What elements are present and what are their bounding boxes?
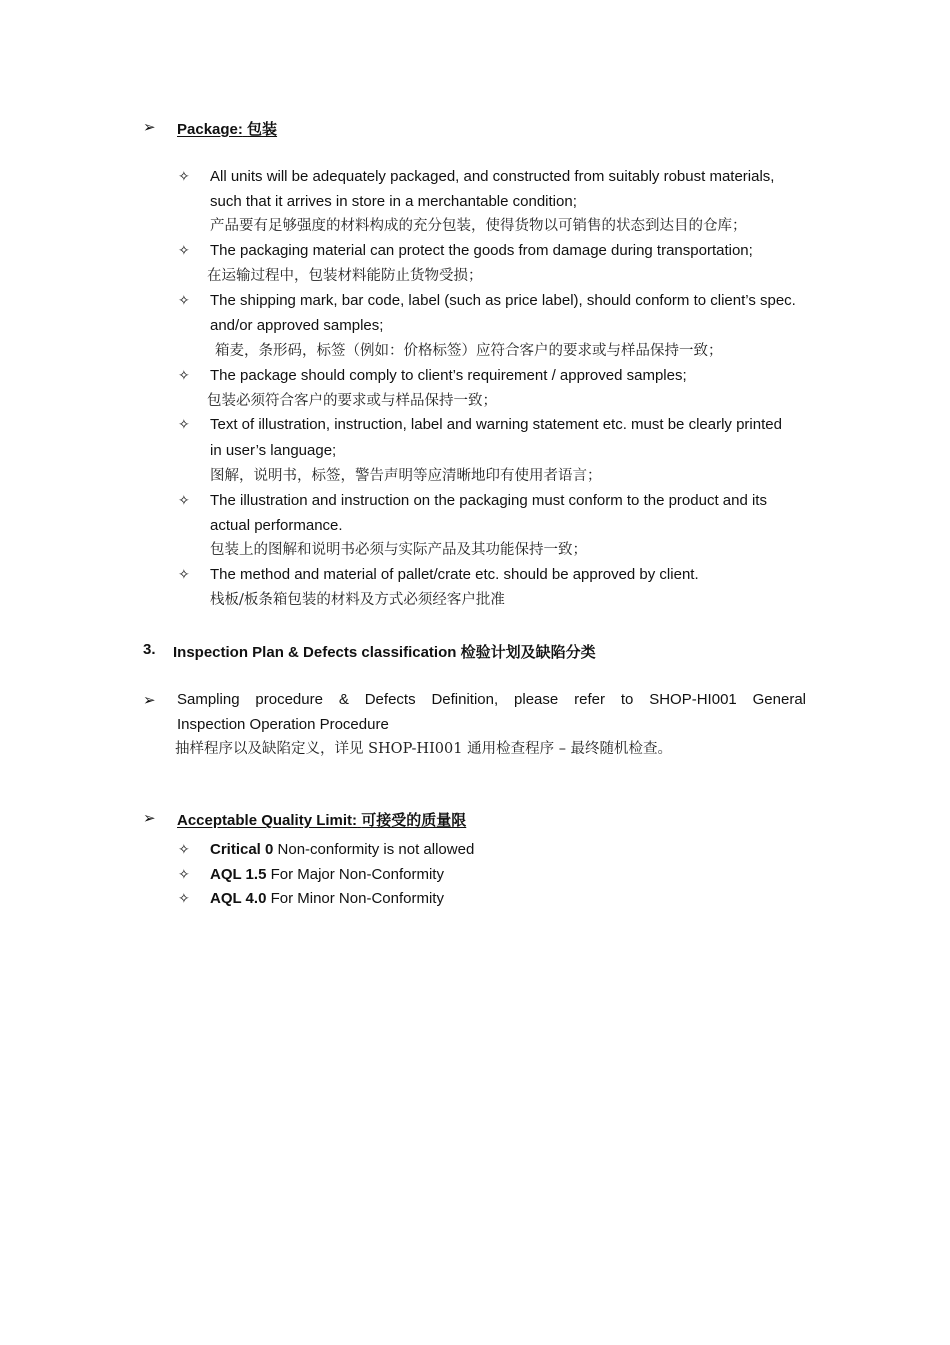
package-item-6-cn: 包装上的图解和说明书必须与实际产品及其功能保持一致；: [210, 542, 587, 558]
arrow-bullet-icon: ➢: [143, 810, 156, 827]
package-item-1-en2: such that it arrives in store in a merchantable condition;: [210, 193, 577, 210]
section-3-title: [173, 641, 596, 662]
diamond-bullet-icon: ✧: [178, 566, 190, 582]
diamond-bullet-icon: ✧: [178, 416, 190, 432]
package-heading: [177, 118, 277, 139]
aql-item-minor-label: AQL 4.0: [210, 890, 267, 907]
package-item-3-cn: 箱麦，条形码，标签（例如：价格标签）应符合客户的要求或与样品保持一致；: [215, 343, 723, 359]
diamond-bullet-icon: ✧: [178, 492, 190, 508]
arrow-bullet-icon: ➢: [143, 119, 156, 136]
diamond-bullet-icon: ✧: [178, 890, 190, 906]
diamond-bullet-icon: ✧: [178, 866, 190, 882]
sampling-line-2: Inspection Operation Procedure: [177, 716, 389, 733]
aql-item-critical: [210, 840, 474, 860]
package-item-7-en1: The method and material of pallet/crate etc. should be approved by client.: [210, 566, 699, 583]
sampling-cn: 抽样程序以及缺陷定义，详见 SHOP-HI001 通用检查程序 – 最终随机检查。: [175, 741, 673, 757]
diamond-bullet-icon: ✧: [178, 242, 190, 258]
package-heading-cn: 包装: [247, 121, 278, 138]
aql-item-critical-label: Critical 0: [210, 841, 274, 858]
package-item-4-cn: 包装必须符合客户的要求或与样品保持一致；: [207, 393, 497, 409]
section-3-heading: [143, 641, 156, 658]
diamond-bullet-icon: ✧: [178, 292, 190, 308]
package-heading-en: Package:: [177, 121, 243, 138]
diamond-bullet-icon: ✧: [178, 367, 190, 383]
section-3-title-en: Inspection Plan & Defects classification: [173, 644, 457, 661]
aql-item-minor-text: For Minor Non-Conformity: [266, 890, 444, 907]
package-item-1-cn: 产品要有足够强度的材料构成的充分包装，使得货物以可销售的状态到达目的仓库；: [210, 218, 747, 234]
section-3-title-cn: 检验计划及缺陷分类: [460, 644, 596, 661]
package-item-2-en1: The packaging material can protect the goods from damage during transportation;: [210, 242, 753, 259]
package-item-3-en2: and/or approved samples;: [210, 317, 384, 334]
package-item-1-en1: All units will be adequately packaged, and constructed from suitably robust materials,: [210, 168, 775, 185]
aql-heading-en: Acceptable Quality Limit:: [177, 812, 358, 829]
aql-item-minor: [210, 889, 444, 909]
diamond-bullet-icon: ✧: [178, 841, 190, 857]
package-item-7-cn: 栈板/板条箱包装的材料及方式必须经客户批准: [210, 592, 505, 608]
aql-heading: [177, 809, 466, 830]
aql-item-critical-text: Non-conformity is not allowed: [273, 841, 475, 858]
aql-item-major-label: AQL 1.5: [210, 866, 267, 883]
package-item-2-cn: 在运输过程中，包装材料能防止货物受损；: [207, 268, 483, 284]
aql-item-major-text: For Major Non-Conformity: [266, 866, 444, 883]
diamond-bullet-icon: ✧: [178, 168, 190, 184]
aql-heading-cn: 可接受的质量限: [361, 812, 467, 829]
package-item-6-en2: actual performance.: [210, 517, 343, 534]
package-item-6-en1: The illustration and instruction on the packaging must conform to the product and its: [210, 492, 767, 509]
package-item-4-en1: The package should comply to client’s requirement / approved samples;: [210, 367, 687, 384]
arrow-bullet-icon: ➢: [143, 692, 156, 709]
aql-item-major: [210, 865, 444, 885]
package-item-5-cn: 图解，说明书，标签，警告声明等应清晰地印有使用者语言；: [210, 468, 602, 484]
sampling-line-1: Sampling procedure & Defects Definition, please refer to SHOP-HI001 General: [177, 691, 806, 708]
section-number: 3.: [143, 641, 156, 658]
package-item-5-en2: in user’s language;: [210, 442, 337, 459]
package-item-5-en1: Text of illustration, instruction, label and warning statement etc. must be clearly printed: [210, 416, 782, 433]
package-item-3-en1: The shipping mark, bar code, label (such as price label), should conform to client’s spec.: [210, 292, 796, 309]
